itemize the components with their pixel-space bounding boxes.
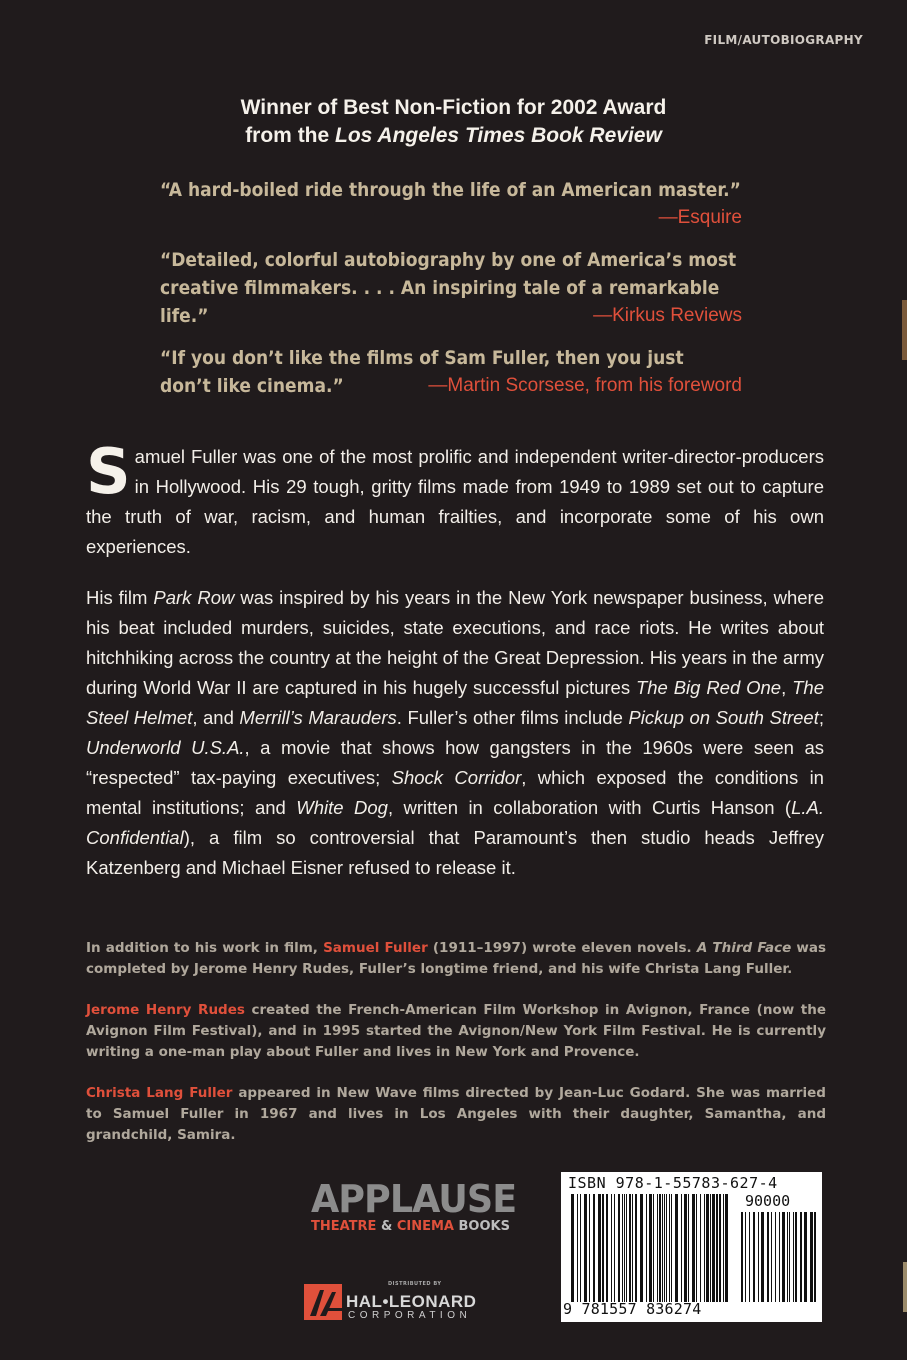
applause-logo <box>311 1177 517 1236</box>
barcode-bar <box>706 1194 709 1302</box>
barcode-bar <box>810 1212 813 1302</box>
barcode-bar <box>646 1194 647 1302</box>
barcode-bars <box>571 1194 729 1302</box>
films-paragraph: His film Park Row was inspired by his years in the New York newspaper business, where his beat included murders, suicides, state executions, and race riots. He writes about hitchhiking across the country at the height of the Great Depression. His years in the army during World War II are captured in his hugely successful pictures The Big Red One, The Steel Helmet, and Merrill’s Marauders. Fuller’s other films include Pickup on South Street; Underworld U.S.A., a movie that shows how gangsters in the 1960s were seen as “respected” tax-paying executives; Shock Corridor, which exposed the conditions in mental institutions; and White Dog, written in collaboration with Curtis Hanson (L.A. Confidential), a film so controversial that Paramount’s then studio heads Jeffrey Katzenberg and Michael Eisner refused to release it. <box>86 587 825 878</box>
barcode-bar <box>710 1194 711 1302</box>
barcode-bar <box>657 1194 658 1302</box>
award-line-2: from the Los Angeles Times Book Review <box>245 124 662 147</box>
barcode-bar <box>795 1212 797 1302</box>
applause-subtitle: THEATRE & CINEMA BOOKS <box>311 1219 510 1234</box>
drop-cap: S <box>86 435 131 508</box>
barcode-bar <box>712 1194 715 1302</box>
barcode-bar <box>758 1212 759 1302</box>
barcode-bar <box>635 1194 637 1302</box>
barcode-bar <box>606 1194 608 1302</box>
barcode-bar <box>666 1194 667 1302</box>
quote-attribution: —Kirkus Reviews <box>593 305 742 326</box>
barcode-bar <box>723 1194 724 1302</box>
barcode-bar <box>669 1194 670 1302</box>
author-name: Jerome Henry Rudes <box>86 1002 245 1018</box>
barcode-bar <box>767 1212 769 1302</box>
barcode-bar <box>624 1194 625 1302</box>
hal-leonard-corp: CORPORATION <box>348 1310 472 1321</box>
isbn-number: ISBN 978-1-55783-627-4 <box>568 1174 778 1192</box>
barcode-bar <box>761 1212 764 1302</box>
barcode-bar <box>696 1194 697 1302</box>
intro-paragraph: Samuel Fuller was one of the most prolific and independent writer-director-producers in Hollywood. His 29 tough, gritty films made from 1949 to 1989 set out to capture the truth of war, racism, and human frailties, and incorporate some of his own experiences. <box>86 435 824 557</box>
hal-leonard-name: HAL•LEONARD <box>346 1292 477 1311</box>
barcode-bar <box>793 1212 794 1302</box>
barcode-bar <box>700 1194 701 1302</box>
barcode-bar <box>664 1194 665 1302</box>
quote-attribution: —Martin Scorsese, from his foreword <box>428 375 742 396</box>
award-line-1: Winner of Best Non-Fiction for 2002 Award <box>240 96 667 119</box>
barcode-bar <box>782 1212 785 1302</box>
award-heading <box>0 94 907 150</box>
barcode-bar <box>659 1194 661 1302</box>
barcode-addon-bars <box>741 1212 817 1302</box>
ean-number: 9 781557 836274 <box>563 1300 702 1318</box>
bio-christa-fuller: Christa Lang Fuller appeared in New Wave films directed by Jean-Luc Godard. She was married to Samuel Fuller in 1967 and lives in Los Angeles with their daughter, Samantha, and grandchild, Samira. <box>86 1085 826 1143</box>
barcode-bar <box>681 1194 682 1302</box>
barcode-bar <box>804 1212 807 1302</box>
barcode-bar <box>775 1212 776 1302</box>
quote-esquire <box>160 176 742 232</box>
barcode-bar <box>688 1194 689 1302</box>
barcode-bar <box>662 1194 663 1302</box>
barcode-bar <box>622 1194 623 1302</box>
distributed-by-label: DISTRIBUTED BY <box>388 1281 442 1287</box>
applause-wordmark: APPLAUSE <box>311 1177 517 1221</box>
barcode-bar <box>692 1194 695 1302</box>
barcode-bar <box>741 1212 743 1302</box>
quote-attribution: —Esquire <box>658 207 742 228</box>
quote-kirkus <box>160 246 742 330</box>
price-code: 90000 <box>745 1192 791 1210</box>
barcode-bar <box>649 1194 652 1302</box>
barcode-bar <box>684 1194 687 1302</box>
barcode-bar <box>749 1212 750 1302</box>
quote-text: “Detailed, colorful autobiography by one of America’s most creative filmmakers. . . . An inspiring tale of a remarkable life.” <box>160 249 737 327</box>
barcode-bar <box>584 1194 587 1302</box>
barcode-bar <box>745 1212 746 1302</box>
barcode-bar <box>632 1194 633 1302</box>
hal-leonard-logo <box>304 1278 524 1324</box>
barcode-bar <box>571 1194 574 1302</box>
barcode-bar <box>580 1194 581 1302</box>
barcode-bar <box>614 1194 615 1302</box>
barcode-bar <box>629 1194 631 1302</box>
barcode-bar <box>800 1212 802 1302</box>
barcode-bar <box>704 1194 705 1302</box>
edge-strip <box>902 300 907 360</box>
barcode-bar <box>725 1194 728 1302</box>
barcode-bar <box>618 1194 620 1302</box>
award-publication: Los Angeles Times Book Review <box>335 124 662 147</box>
edge-strip <box>903 1262 907 1312</box>
barcode-bar <box>716 1194 718 1302</box>
barcode-bar <box>789 1212 790 1302</box>
quote-text: “A hard-boiled ride through the life of an American master.” <box>160 179 741 201</box>
quote-scorsese <box>160 344 742 400</box>
barcode-bar <box>653 1194 654 1302</box>
barcode-bar <box>814 1212 816 1302</box>
barcode-bar <box>640 1194 643 1302</box>
author-name: Samuel Fuller <box>323 940 428 956</box>
barcode-bar <box>593 1194 595 1302</box>
barcode-bar <box>675 1194 678 1302</box>
author-name: Christa Lang Fuller <box>86 1085 233 1101</box>
barcode-bar <box>719 1194 721 1302</box>
isbn-barcode <box>561 1172 822 1322</box>
barcode-bar <box>779 1212 780 1302</box>
category-label: FILM/AUTOBIOGRAPHY <box>704 33 863 47</box>
barcode-bar <box>598 1194 601 1302</box>
barcode-bar <box>589 1194 590 1302</box>
bio-jerome-rudes: Jerome Henry Rudes created the French-American Film Workshop in Avignon, France (now the Avignon Film Festival), and in 1995 started the Avignon/New York Film Festival. He is currently writing a one-man play about Fuller and lives in New York and Provence. <box>86 1002 827 1060</box>
barcode-bar <box>671 1194 672 1302</box>
quote-text: “If you don’t like the films of Sam Fuller, then you just don’t like cinema.” <box>160 347 684 397</box>
barcode-bar <box>626 1194 627 1302</box>
barcode-bar <box>771 1212 772 1302</box>
barcode-bar <box>577 1194 578 1302</box>
barcode-bar <box>611 1194 612 1302</box>
bio-samuel-fuller: In addition to his work in film, Samuel Fuller (1911–1997) wrote eleven novels. A Third Face was completed by Jerome Henry Rudes, Fuller’s longtime friend, and his wife Christa Lang Fuller. <box>86 940 827 977</box>
barcode-bar <box>602 1194 604 1302</box>
barcode-bar <box>753 1212 755 1302</box>
barcode-bar <box>787 1212 788 1302</box>
